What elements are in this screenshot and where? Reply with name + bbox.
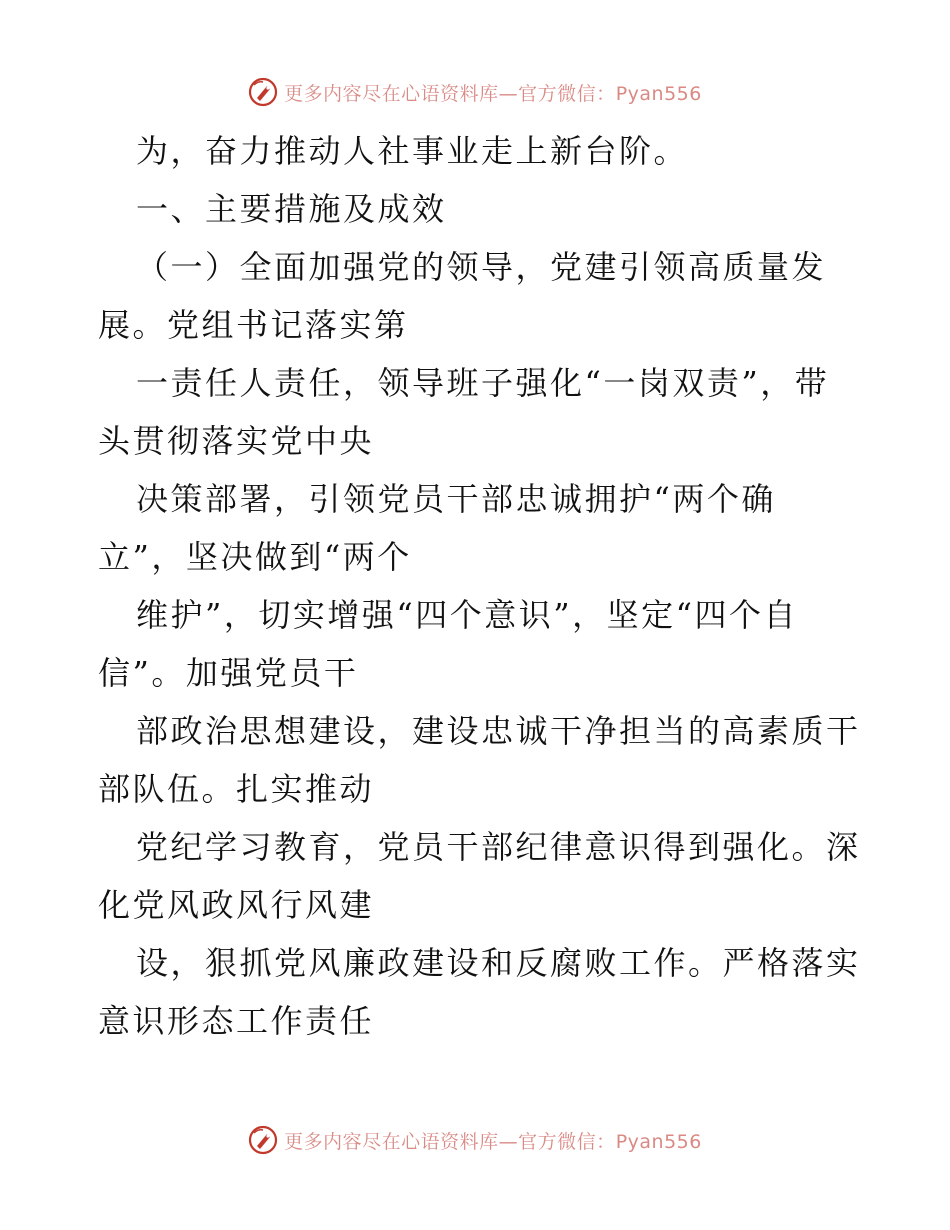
text-line: 化党风政风行风建 xyxy=(98,886,375,924)
text-line: 立”，坚决做到“两个 xyxy=(98,538,412,576)
watermark-footer xyxy=(0,1120,950,1160)
text-line: 设，狠抓党风廉政建设和反腐败工作。严格落实 xyxy=(136,944,861,982)
watermark-wechat-id: Pyan556 xyxy=(615,82,702,105)
watermark-main-text: 更多内容尽在心语资料库 xyxy=(284,82,499,105)
text-line: 部队伍。扎实推动 xyxy=(98,770,375,808)
subsection-heading: （一）全面加强党的领导，党建引领高质量发 xyxy=(136,248,827,286)
text-line: 为，奋力推动人社事业走上新台阶。 xyxy=(136,132,689,170)
text-line: 意识形态工作责任 xyxy=(98,1002,375,1040)
pen-nib-seal-icon xyxy=(248,1125,278,1155)
document-body xyxy=(98,122,861,1050)
text-line: 一责任人责任，领导班子强化“一岗双责”，带 xyxy=(136,364,830,402)
watermark-separator: — xyxy=(498,1130,519,1153)
watermark-text xyxy=(284,79,702,106)
watermark-wechat-id: Pyan556 xyxy=(615,1130,702,1153)
text-line: 部政治思想建设，建设忠诚干净担当的高素质干 xyxy=(136,712,861,750)
text-line: 维护”，切实增强“四个意识”，坚定“四个自 xyxy=(136,596,798,634)
text-line: 头贯彻落实党中央 xyxy=(98,422,375,460)
text-line: 展。党组书记落实第 xyxy=(98,306,409,344)
text-line: 决策部署，引领党员干部忠诚拥护“两个确 xyxy=(136,480,776,518)
watermark-wechat-label: 官方微信： xyxy=(518,82,616,105)
text-line: 信”。加强党员干 xyxy=(98,654,359,692)
watermark-header xyxy=(0,72,950,112)
watermark-main-text: 更多内容尽在心语资料库 xyxy=(284,1130,499,1153)
watermark-wechat-label: 官方微信： xyxy=(518,1130,616,1153)
watermark-separator: — xyxy=(498,82,519,105)
text-line: 党纪学习教育，党员干部纪律意识得到强化。深 xyxy=(136,828,861,866)
watermark-text xyxy=(284,1127,702,1154)
pen-nib-seal-icon xyxy=(248,77,278,107)
section-heading: 一、主要措施及成效 xyxy=(136,190,447,228)
